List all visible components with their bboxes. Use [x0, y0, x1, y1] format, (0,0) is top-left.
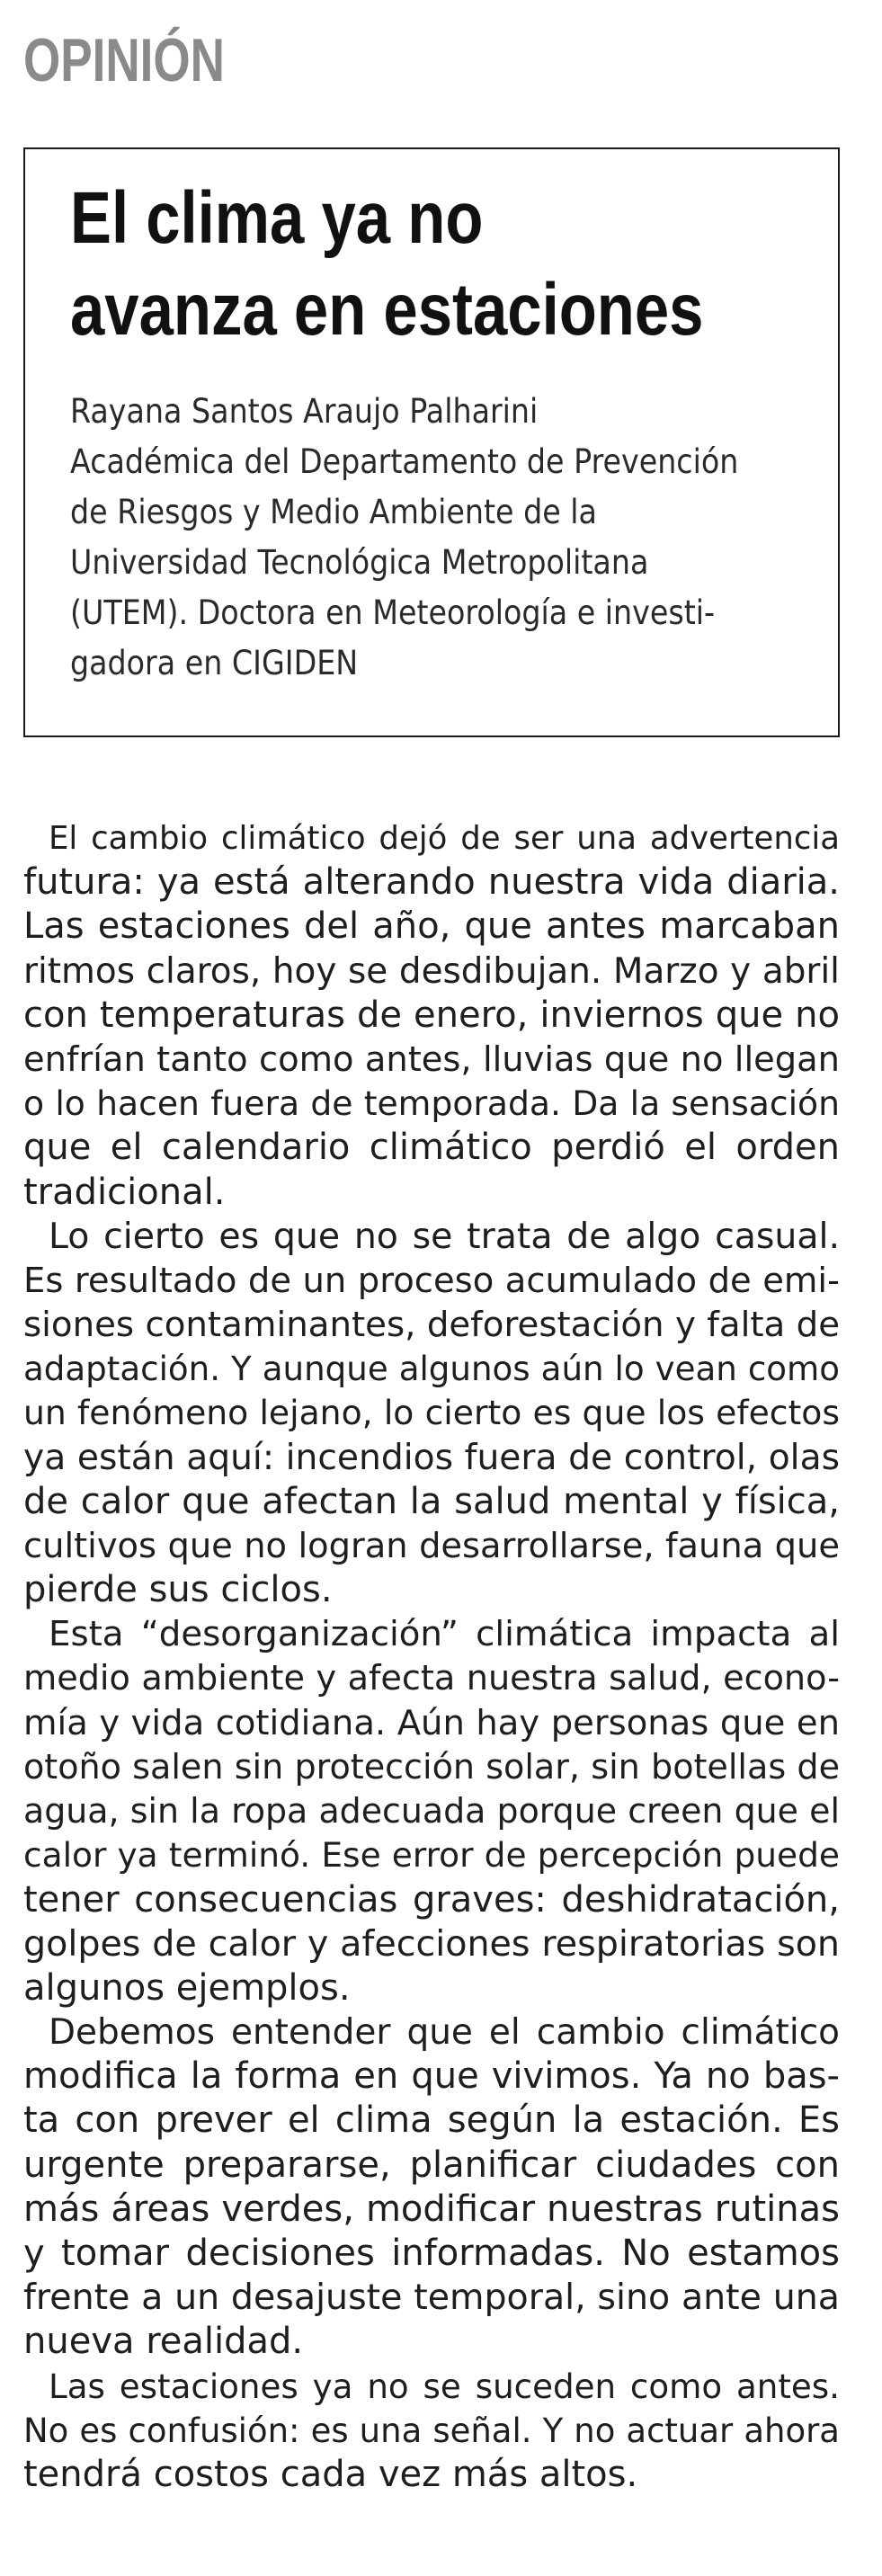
body-line: siones contaminantes, deforestación y falta de: [23, 1305, 840, 1346]
body-line: golpes de calor y afecciones respiratorias son: [23, 1922, 840, 1965]
author-line: Rayana Santos Araujo Palharini: [70, 392, 539, 431]
body-line: Las estaciones ya no se suceden como antes.: [49, 2366, 840, 2406]
body-line: Debemos entender que el cambio climático: [49, 2012, 840, 2054]
body-line: Lo cierto es que no se trata de algo casual.: [49, 1215, 840, 1257]
body-line: pierde sus ciclos.: [23, 1569, 333, 1611]
body-line: algunos ejemplos.: [23, 1966, 351, 2009]
body-line: nueva realidad.: [23, 2321, 304, 2363]
body-line: tradicional.: [23, 1171, 226, 1213]
body-line: ritmos claros, hoy se desdibujan. Marzo y abril: [23, 950, 840, 992]
article-body: [23, 816, 840, 2497]
body-line: Es resultado de un proceso acumulado de emi-: [23, 1260, 840, 1301]
body-line: tendrá costos cada vez más altos.: [23, 2453, 638, 2495]
body-line: adaptación. Y aunque algunos aún lo vean como: [23, 1349, 840, 1389]
body-line: tener consecuencias graves: deshidratación,: [23, 1878, 840, 1921]
body-line: que el calendario climático perdió el orden: [23, 1127, 840, 1169]
body-line: modifica la forma en que vivimos. Ya no bas-: [23, 2055, 840, 2098]
body-line: mía y vida cotidiana. Aún hay personas que en: [23, 1702, 840, 1743]
body-paragraph: [23, 1612, 840, 2010]
body-line: o lo hacen fuera de temporada. Da la sensación: [23, 1083, 840, 1124]
author-line: (UTEM). Doctora en Meteorología e investi-: [70, 593, 716, 632]
body-line: y tomar decisiones informadas. No estamos: [23, 2233, 840, 2274]
body-line: El cambio climático dejó de ser una advertencia: [49, 820, 840, 857]
author-line: de Riesgos y Medio Ambiente de la: [70, 493, 597, 531]
body-line: cultivos que no logran desarrollarse, fauna que: [23, 1526, 840, 1566]
body-line: ta con prever el clima según la estación. Es: [23, 2099, 840, 2142]
article-title: [70, 173, 703, 356]
body-line: agua, sin la ropa adecuada porque creen que el: [23, 1791, 840, 1832]
body-line: un fenómeno lejano, lo cierto es que los efectos: [23, 1393, 840, 1433]
body-line: frente a un desajuste temporal, sino ante una: [23, 2277, 840, 2319]
body-line: enfrían tanto como antes, lluvias que no llegan: [23, 1038, 840, 1080]
body-line: No es confusión: es una señal. Y no actuar ahora: [23, 2411, 840, 2450]
title-line: El clima ya no: [70, 177, 484, 259]
author-line: Universidad Tecnológica Metropolitana: [70, 543, 649, 582]
body-line: ya están aquí: incendios fuera de control, olas: [23, 1437, 840, 1478]
author-line: Académica del Departamento de Prevención: [70, 442, 739, 481]
body-paragraph: [23, 816, 840, 1215]
body-line: de calor que afectan la salud mental y física,: [23, 1480, 840, 1522]
body-paragraph: [23, 2365, 840, 2498]
body-line: urgente prepararse, planificar ciudades con: [23, 2144, 840, 2186]
body-line: otoño salen sin protección solar, sin botellas de: [23, 1746, 840, 1787]
section-label: OPINIÓN: [23, 26, 225, 94]
body-line: medio ambiente y afecta nuestra salud, econo-: [23, 1658, 840, 1698]
body-line: calor ya terminó. Ese error de percepción puede: [23, 1835, 840, 1876]
author-byline: [70, 387, 738, 689]
body-line: Las estaciones del año, que antes marcaban: [23, 905, 840, 948]
title-line: avanza en estaciones: [70, 269, 704, 351]
body-line: futura: ya está alterando nuestra vida diaria.: [23, 861, 840, 904]
body-line: con temperaturas de enero, inviernos que no: [23, 994, 840, 1036]
body-line: más áreas verdes, modificar nuestras rutinas: [23, 2188, 840, 2230]
body-paragraph: [23, 2010, 840, 2365]
headline-box: [23, 147, 840, 737]
body-paragraph: [23, 1215, 840, 1613]
body-line: Esta “desorganización” climática impacta al: [49, 1614, 840, 1655]
author-line: gadora en CIGIDEN: [70, 644, 359, 682]
